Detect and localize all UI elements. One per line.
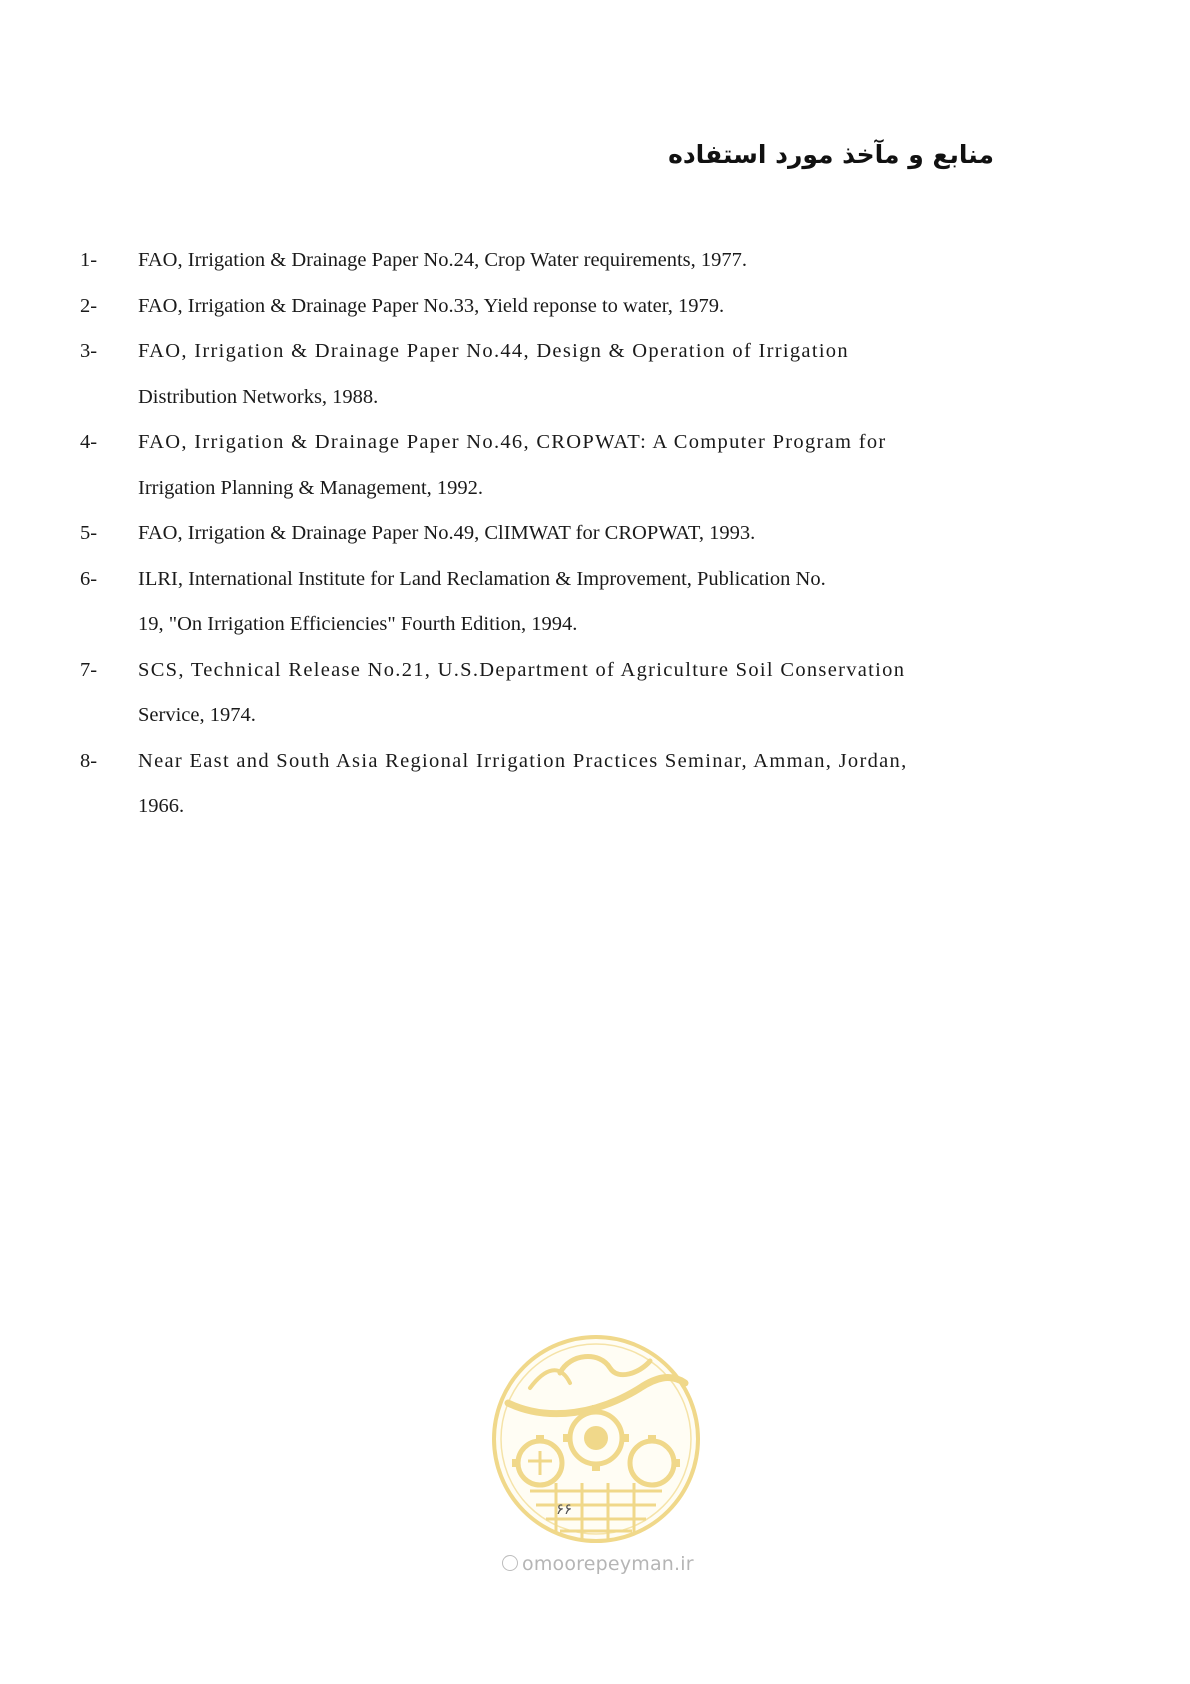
reference-text xyxy=(138,557,940,648)
reference-text xyxy=(138,511,940,557)
reference-number: 4- xyxy=(80,431,98,453)
watermark-url-text: omoorepeyman.ir xyxy=(522,1553,694,1575)
reference-item xyxy=(80,739,940,830)
reference-line: 19, "On Irrigation Efficiencies" Fourth Edition, 1994. xyxy=(138,613,578,635)
reference-number: 6- xyxy=(80,567,98,590)
reference-line: FAO, Irrigation & Drainage Paper No.49, ClIMWAT for CROPWAT, 1993. xyxy=(138,522,756,544)
reference-number: 7- xyxy=(80,658,98,681)
reference-line: SCS, Technical Release No.21, U.S.Department of Agriculture Soil Conservation xyxy=(138,658,906,681)
reference-number: 3- xyxy=(80,340,98,362)
reference-text xyxy=(138,420,940,511)
reference-line: FAO, Irrigation & Drainage Paper No.24, Crop Water requirements, 1977. xyxy=(138,249,748,271)
watermark-seal xyxy=(490,1333,702,1545)
reference-item xyxy=(80,511,940,557)
reference-list xyxy=(80,238,940,830)
reference-text xyxy=(138,238,940,284)
page-number: ۶۶ xyxy=(556,1500,573,1518)
reference-number: 2- xyxy=(80,294,98,317)
reference-item xyxy=(80,420,940,511)
reference-line: FAO, Irrigation & Drainage Paper No.44, Design & Operation of Irrigation xyxy=(138,340,849,362)
reference-item xyxy=(80,238,940,284)
reference-number: 5- xyxy=(80,522,98,544)
reference-item xyxy=(80,557,940,648)
globe-icon xyxy=(502,1555,518,1571)
reference-line: Distribution Networks, 1988. xyxy=(138,385,379,408)
reference-line: 1966. xyxy=(138,795,185,817)
reference-line: FAO, Irrigation & Drainage Paper No.33, Yield reponse to water, 1979. xyxy=(138,294,725,317)
reference-item xyxy=(80,648,940,739)
reference-line: Irrigation Planning & Management, 1992. xyxy=(138,476,484,499)
reference-text xyxy=(138,284,940,330)
watermark-url xyxy=(502,1553,694,1575)
reference-number: 1- xyxy=(80,249,98,271)
reference-item xyxy=(80,329,940,420)
reference-number: 8- xyxy=(80,749,98,772)
page-heading: منابع و مآخذ مورد استفاده xyxy=(668,140,994,169)
reference-line: ILRI, International Institute for Land Reclamation & Improvement, Publication No. xyxy=(138,567,826,590)
reference-item xyxy=(80,284,940,330)
reference-line: Service, 1974. xyxy=(138,704,256,726)
reference-text xyxy=(138,648,940,739)
reference-line: Near East and South Asia Regional Irrigation Practices Seminar, Amman, Jordan, xyxy=(138,749,908,772)
reference-text xyxy=(138,329,940,420)
reference-line: FAO, Irrigation & Drainage Paper No.46, CROPWAT: A Computer Program for xyxy=(138,431,887,453)
reference-text xyxy=(138,739,940,830)
